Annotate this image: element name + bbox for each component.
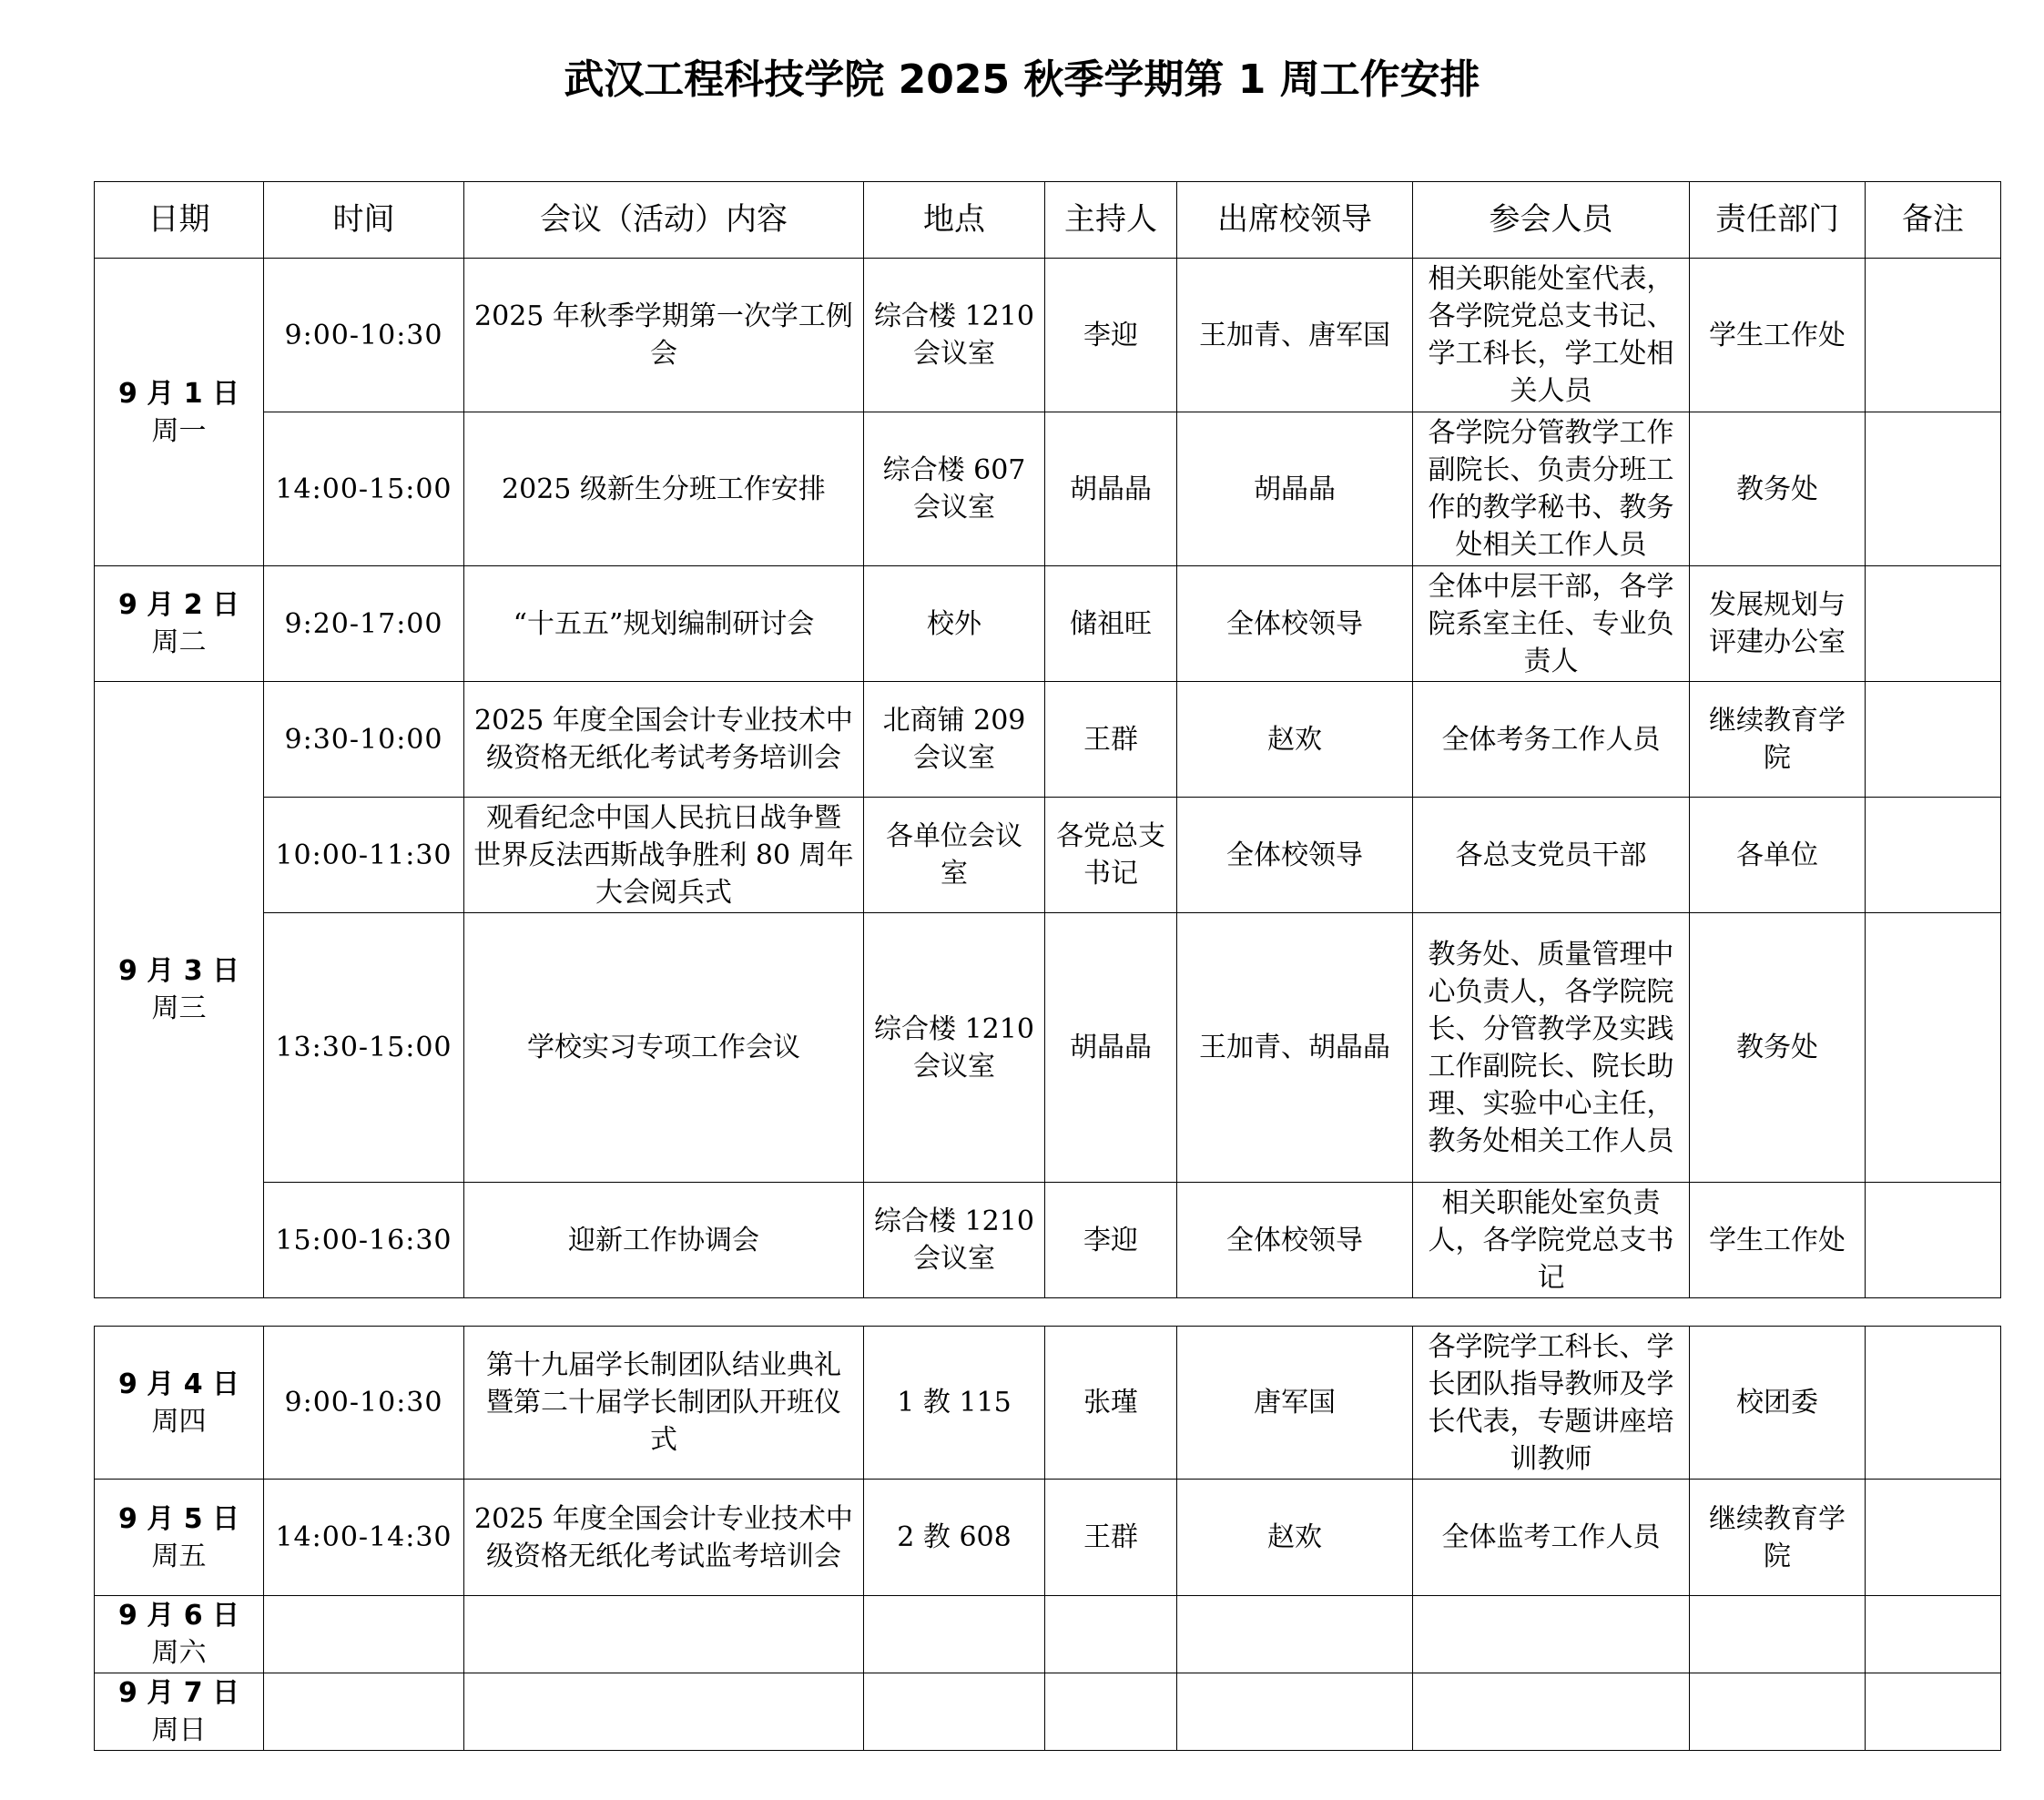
note-cell [1866,1327,2001,1480]
weekday-label: 周三 [151,992,207,1024]
weekday-label: 周六 [151,1637,207,1669]
host-cell: 张瑾 [1045,1327,1177,1480]
table-row [95,1596,2001,1673]
weekday-label: 周日 [151,1714,207,1746]
location-cell: 综合楼 1210 会议室 [864,1183,1045,1298]
table-row [95,259,2001,412]
time-cell: 9:20-17:00 [264,566,464,682]
note-cell [1866,1183,2001,1298]
attendees-cell: 各总支党员干部 [1413,798,1690,913]
host-cell: 各党总支书记 [1045,798,1177,913]
dept-cell: 校团委 [1690,1327,1866,1480]
attendees-cell: 全体中层干部，各学院系室主任、专业负责人 [1413,566,1690,682]
note-cell [1866,412,2001,566]
time-cell [264,1596,464,1673]
leaders-cell: 唐军国 [1177,1327,1413,1480]
date-label: 9 月 2 日 [117,589,240,621]
location-cell: 校外 [864,566,1045,682]
attendees-cell: 各学院学工科长、学长团队指导教师及学长代表，专题讲座培训教师 [1413,1327,1690,1480]
location-cell: 各单位会议室 [864,798,1045,913]
attendees-cell: 教务处、质量管理中心负责人，各学院院长、分管教学及实践工作副院长、院长助理、实验中心主任，教务处相关工作人员 [1413,913,1690,1183]
host-cell: 王群 [1045,1480,1177,1596]
table-row [95,1673,2001,1751]
date-cell [95,1673,264,1751]
header-leaders: 出席校领导 [1177,182,1413,259]
page-title: 武汉工程科技学院 2025 秋季学期第 1 周工作安排 [564,56,1480,103]
host-cell: 胡晶晶 [1045,412,1177,566]
header-attendees: 参会人员 [1413,182,1690,259]
dept-cell: 教务处 [1690,913,1866,1183]
attendees-cell: 相关职能处室代表，各学院党总支书记、学工科长，学工处相关人员 [1413,259,1690,412]
location-cell: 2 教 608 [864,1480,1045,1596]
host-cell: 李迎 [1045,1183,1177,1298]
attendees-cell: 各学院分管教学工作副院长、负责分班工作的教学秘书、教务处相关工作人员 [1413,412,1690,566]
leaders-cell: 赵欢 [1177,682,1413,798]
weekday-label: 周四 [151,1405,207,1438]
header-location: 地点 [864,182,1045,259]
weekday-label: 周二 [151,626,207,658]
date-cell [95,682,264,1298]
dept-cell: 各单位 [1690,798,1866,913]
table-row [95,682,2001,798]
content-cell: 2025 年度全国会计专业技术中级资格无纸化考试考务培训会 [464,682,864,798]
note-cell [1866,1480,2001,1596]
leaders-cell: 全体校领导 [1177,1183,1413,1298]
date-cell [95,259,264,566]
attendees-cell [1413,1596,1690,1673]
location-cell: 北商铺 209 会议室 [864,682,1045,798]
time-cell: 13:30-15:00 [264,913,464,1183]
note-cell [1866,566,2001,682]
date-label: 9 月 1 日 [117,377,240,410]
time-cell: 14:00-14:30 [264,1480,464,1596]
time-cell [264,1673,464,1751]
date-cell [95,1480,264,1596]
leaders-cell [1177,1596,1413,1673]
time-cell: 10:00-11:30 [264,798,464,913]
leaders-cell [1177,1673,1413,1751]
attendees-cell: 全体考务工作人员 [1413,682,1690,798]
host-cell [1045,1673,1177,1751]
attendees-cell [1413,1673,1690,1751]
table-row [95,412,2001,566]
dept-cell: 发展规划与评建办公室 [1690,566,1866,682]
schedule-table-1 [94,181,2001,1298]
attendees-cell: 相关职能处室负责人，各学院党总支书记 [1413,1183,1690,1298]
location-cell: 综合楼 607 会议室 [864,412,1045,566]
content-cell: 2025 年度全国会计专业技术中级资格无纸化考试监考培训会 [464,1480,864,1596]
location-cell [864,1673,1045,1751]
time-cell: 9:30-10:00 [264,682,464,798]
dept-cell: 学生工作处 [1690,259,1866,412]
table-row [95,1183,2001,1298]
dept-cell: 教务处 [1690,412,1866,566]
leaders-cell: 赵欢 [1177,1480,1413,1596]
content-cell: “十五五”规划编制研讨会 [464,566,864,682]
date-cell [95,566,264,682]
dept-cell: 学生工作处 [1690,1183,1866,1298]
date-label: 9 月 5 日 [117,1502,240,1535]
host-cell [1045,1596,1177,1673]
date-label: 9 月 3 日 [117,955,240,987]
note-cell [1866,682,2001,798]
date-cell [95,1327,264,1480]
table-row [95,913,2001,1183]
dept-cell: 继续教育学院 [1690,682,1866,798]
header-note: 备注 [1866,182,2001,259]
table-row [95,566,2001,682]
note-cell [1866,798,2001,913]
header-host: 主持人 [1045,182,1177,259]
leaders-cell: 全体校领导 [1177,566,1413,682]
location-cell [864,1596,1045,1673]
leaders-cell: 王加青、唐军国 [1177,259,1413,412]
host-cell: 储祖旺 [1045,566,1177,682]
note-cell [1866,1596,2001,1673]
content-cell [464,1673,864,1751]
content-cell: 2025 年秋季学期第一次学工例会 [464,259,864,412]
table-row [95,798,2001,913]
dept-cell: 继续教育学院 [1690,1480,1866,1596]
location-cell: 综合楼 1210 会议室 [864,913,1045,1183]
host-cell: 胡晶晶 [1045,913,1177,1183]
location-cell: 综合楼 1210 会议室 [864,259,1045,412]
location-cell: 1 教 115 [864,1327,1045,1480]
weekday-label: 周五 [151,1540,207,1572]
content-cell: 第十九届学长制团队结业典礼暨第二十届学长制团队开班仪式 [464,1327,864,1480]
note-cell [1866,1673,2001,1751]
date-label: 9 月 6 日 [117,1600,240,1632]
leaders-cell: 王加青、胡晶晶 [1177,913,1413,1183]
dept-cell [1690,1596,1866,1673]
content-cell: 2025 级新生分班工作安排 [464,412,864,566]
date-cell [95,1596,264,1673]
content-cell [464,1596,864,1673]
header-content: 会议（活动）内容 [464,182,864,259]
header-time: 时间 [264,182,464,259]
schedule-table-2 [94,1326,2001,1751]
weekday-label: 周一 [151,414,207,447]
time-cell: 9:00-10:30 [264,1327,464,1480]
host-cell: 王群 [1045,682,1177,798]
note-cell [1866,259,2001,412]
time-cell: 15:00-16:30 [264,1183,464,1298]
content-cell: 观看纪念中国人民抗日战争暨世界反法西斯战争胜利 80 周年大会阅兵式 [464,798,864,913]
dept-cell [1690,1673,1866,1751]
leaders-cell: 胡晶晶 [1177,412,1413,566]
note-cell [1866,913,2001,1183]
date-label: 9 月 4 日 [117,1368,240,1400]
content-cell: 学校实习专项工作会议 [464,913,864,1183]
leaders-cell: 全体校领导 [1177,798,1413,913]
content-cell: 迎新工作协调会 [464,1183,864,1298]
time-cell: 14:00-15:00 [264,412,464,566]
time-cell: 9:00-10:30 [264,259,464,412]
table-row [95,1327,2001,1480]
attendees-cell: 全体监考工作人员 [1413,1480,1690,1596]
table-row [95,1480,2001,1596]
header-row [95,182,2001,259]
host-cell: 李迎 [1045,259,1177,412]
date-label: 9 月 7 日 [117,1677,240,1709]
header-dept: 责任部门 [1690,182,1866,259]
header-date: 日期 [95,182,264,259]
